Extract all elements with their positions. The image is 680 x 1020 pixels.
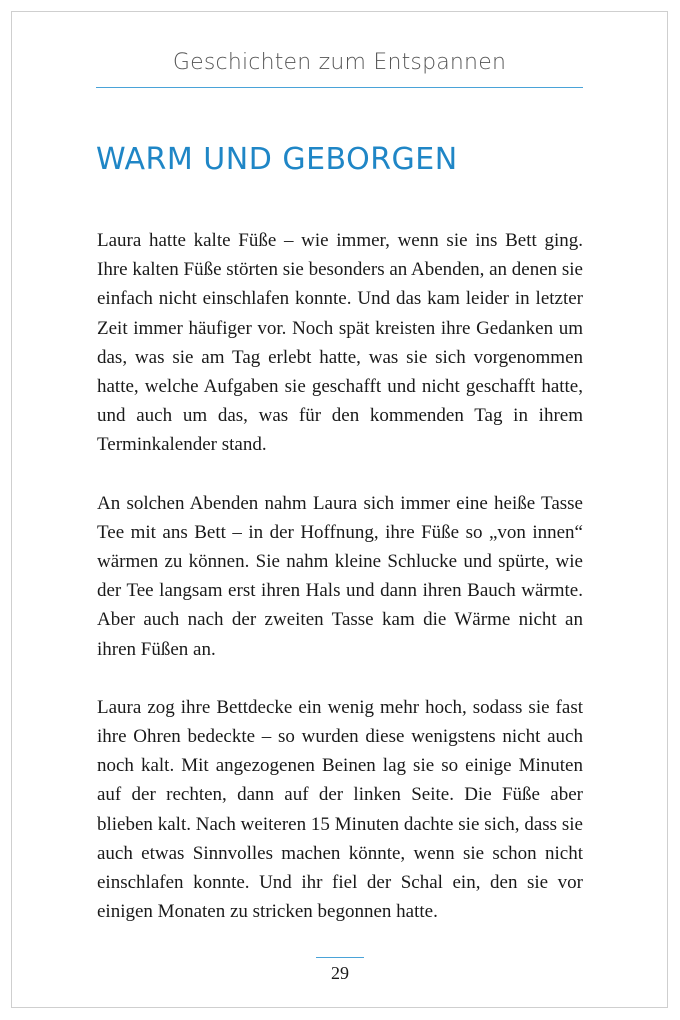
paragraph: Laura zog ihre Bettdecke ein wenig mehr hoch, sodass sie fast ihre Ohren bedeckte – so wurden diese wenigstens nicht auch noch kalt. Mit angezogenen Beinen lag sie so einige Minuten auf der rechten, dann auf der linken Seite. Die Füße aber blieben kalt. Nach weiteren 15 Minuten dachte sie sich, dass sie auch etwas Sinnvolles machen könnte, wenn sie schon nicht einschlafen konnte. Und ihr fiel der Schal ein, den sie vor einigen Monaten zu stricken begonnen hatte. [97,696,583,923]
body-text [97,226,583,955]
chapter-title: WARM UND GEBORGEN [96,142,458,177]
paragraph: Laura hatte kalte Füße – wie immer, wenn sie ins Bett ging. Ihre kalten Füße störten sie besonders an Abenden, an denen sie einfach nicht einschlafen konnte. Und das kam leider in letzter Zeit immer häufiger vor. Noch spät kreisten ihre Gedanken um das, was sie am Tag erlebt hatte, was sie sich vorgenommen hatte, welche Aufgaben sie geschafft und nicht geschafft hatte, und auch um das, was für den kommenden Tag in ihrem Terminkalender stand. [97,230,583,456]
running-header: Geschichten zum Entspannen [172,50,507,75]
footer-divider [316,957,364,958]
paragraph: An solchen Abenden nahm Laura sich immer eine heiße Tasse Tee mit ans Bett – in der Hoffnung, ihre Füße so „von innen“ wärmen zu können. Sie nahm kleine Schlucke und spürte, wie der Tee langsam erst ihren Hals und dann ihren Bauch wärmte. Aber auch nach der zweiten Tasse kam die Wärme nicht an ihren Füßen an. [97,492,583,660]
header-divider [96,87,583,88]
page-number: 29 [331,963,349,983]
